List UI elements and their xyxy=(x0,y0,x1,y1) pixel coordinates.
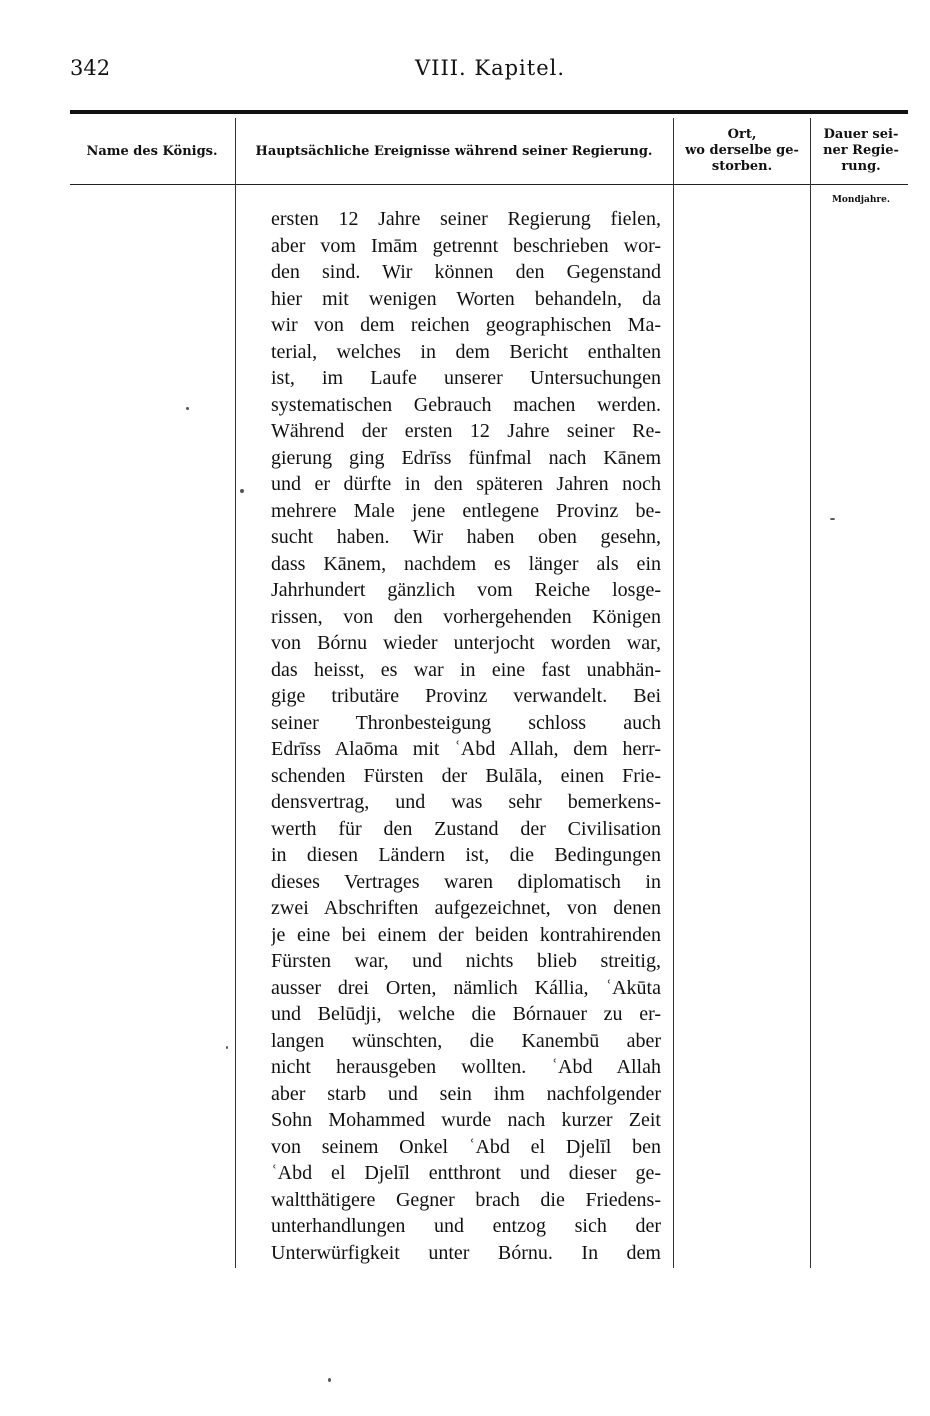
text-line: ist, im Laufe unserer Untersuchungen xyxy=(271,367,661,389)
text-line: das heisst, es war in eine fast unabhän- xyxy=(271,658,661,681)
text-line: waltthätigere Gegner brach die Friedens- xyxy=(271,1188,661,1211)
text-line: dieses Vertrages waren diplomatisch in xyxy=(271,870,661,893)
text-line: gige tributäre Provinz verwandelt. Bei xyxy=(271,685,661,707)
column-divider-2 xyxy=(673,118,674,1268)
events-body-text xyxy=(271,206,661,1266)
header-rule-thick xyxy=(70,110,908,114)
text-line: seiner Thronbesteigung schloss auch xyxy=(271,711,661,734)
column-header-events-text: Hauptsächliche Ereignisse während seiner Regierung. xyxy=(255,144,653,159)
column-header-place-line-3: storben. xyxy=(711,159,773,174)
text-line: den sind. Wir können den Gegenstand xyxy=(271,261,661,283)
column-header-place-line-1: Ort, xyxy=(727,127,757,142)
text-line: ersten 12 Jahre seiner Regierung fielen, xyxy=(271,208,661,230)
text-line: und Belūdji, welche die Bórnauer zu er- xyxy=(271,1003,661,1025)
column-divider-1 xyxy=(235,118,236,1268)
text-line: gierung ging Edrīss fünfmal nach Kānem xyxy=(271,446,661,469)
running-head xyxy=(70,56,910,86)
column-header-name-text: Name des Königs. xyxy=(86,144,218,159)
column-header-duration xyxy=(813,127,909,175)
text-line: systematischen Gebrauch machen werden. xyxy=(271,393,661,416)
text-line: Während der ersten 12 Jahre seiner Re- xyxy=(271,420,661,442)
text-line: Unterwürfigkeit unter Bórnu. In dem xyxy=(271,1241,661,1264)
duration-unit-label: Mondjahre. xyxy=(831,195,891,205)
text-line: wir von dem reichen geographischen Ma- xyxy=(271,314,661,336)
text-line: Fürsten war, und nichts blieb streitig, xyxy=(271,950,661,972)
text-line: von seinem Onkel ʿAbd el Djelīl ben xyxy=(271,1135,661,1158)
column-header-duration-line-3: rung. xyxy=(841,159,881,174)
column-header-duration-line-2: ner Regie- xyxy=(823,143,899,158)
text-line: zwei Abschriften aufgezeichnet, von denen xyxy=(271,897,661,919)
text-line: langen wünschten, die Kanembū aber xyxy=(271,1029,661,1052)
text-line: unterhandlungen und entzog sich der xyxy=(271,1215,661,1237)
text-line: hier mit wenigen Worten behandeln, da xyxy=(271,287,661,310)
text-line: dass Kānem, nachdem es länger als ein xyxy=(271,552,661,575)
text-line: je eine bei einem der beiden kontrahirenden xyxy=(271,923,661,946)
chapter-title: VIII. Kapitel. xyxy=(414,56,566,80)
column-divider-3 xyxy=(810,118,811,1268)
text-line: ʿAbd el Djelīl entthront und dieser ge- xyxy=(271,1162,661,1184)
print-speck xyxy=(240,489,244,493)
page-number: 342 xyxy=(70,56,111,80)
text-line: nicht herausgeben wollten. ʿAbd Allah xyxy=(271,1056,661,1078)
text-line: aber starb und sein ihm nachfolgender xyxy=(271,1082,661,1105)
text-line: Jahrhundert gänzlich vom Reiche losge- xyxy=(271,579,661,601)
print-speck xyxy=(830,518,835,520)
text-line: terial, welches in dem Bericht enthalten xyxy=(271,340,661,363)
text-line: Edrīss Alaōma mit ʿAbd Allah, dem herr- xyxy=(271,738,661,760)
text-line: densvertrag, und was sehr bemerkens- xyxy=(271,791,661,813)
print-speck xyxy=(328,1378,331,1382)
text-line: sucht haben. Wir haben oben gesehn, xyxy=(271,526,661,548)
text-line: mehrere Male jene entlegene Provinz be- xyxy=(271,499,661,522)
column-header-place xyxy=(676,127,808,175)
column-header-events xyxy=(238,144,670,160)
print-speck xyxy=(186,407,189,410)
column-header-name xyxy=(72,144,232,160)
header-rule-thin xyxy=(70,184,908,185)
column-header-place-line-2: wo derselbe ge- xyxy=(685,143,799,158)
text-line: von Bórnu wieder unterjocht worden war, xyxy=(271,632,661,654)
text-line: rissen, von den vorhergehenden Königen xyxy=(271,605,661,628)
print-speck xyxy=(226,1046,228,1049)
text-line: werth für den Zustand der Civilisation xyxy=(271,817,661,840)
text-line: in diesen Ländern ist, die Bedingungen xyxy=(271,844,661,866)
text-line: ausser drei Orten, nämlich Kállia, ʿAkūta xyxy=(271,976,661,999)
text-line: schenden Fürsten der Bulāla, einen Frie- xyxy=(271,764,661,787)
text-line: aber vom Imām getrennt beschrieben wor- xyxy=(271,234,661,257)
text-line: und er dürfte in den späteren Jahren noch xyxy=(271,473,661,495)
text-line: Sohn Mohammed wurde nach kurzer Zeit xyxy=(271,1109,661,1131)
column-header-duration-line-1: Dauer sei- xyxy=(823,127,899,142)
